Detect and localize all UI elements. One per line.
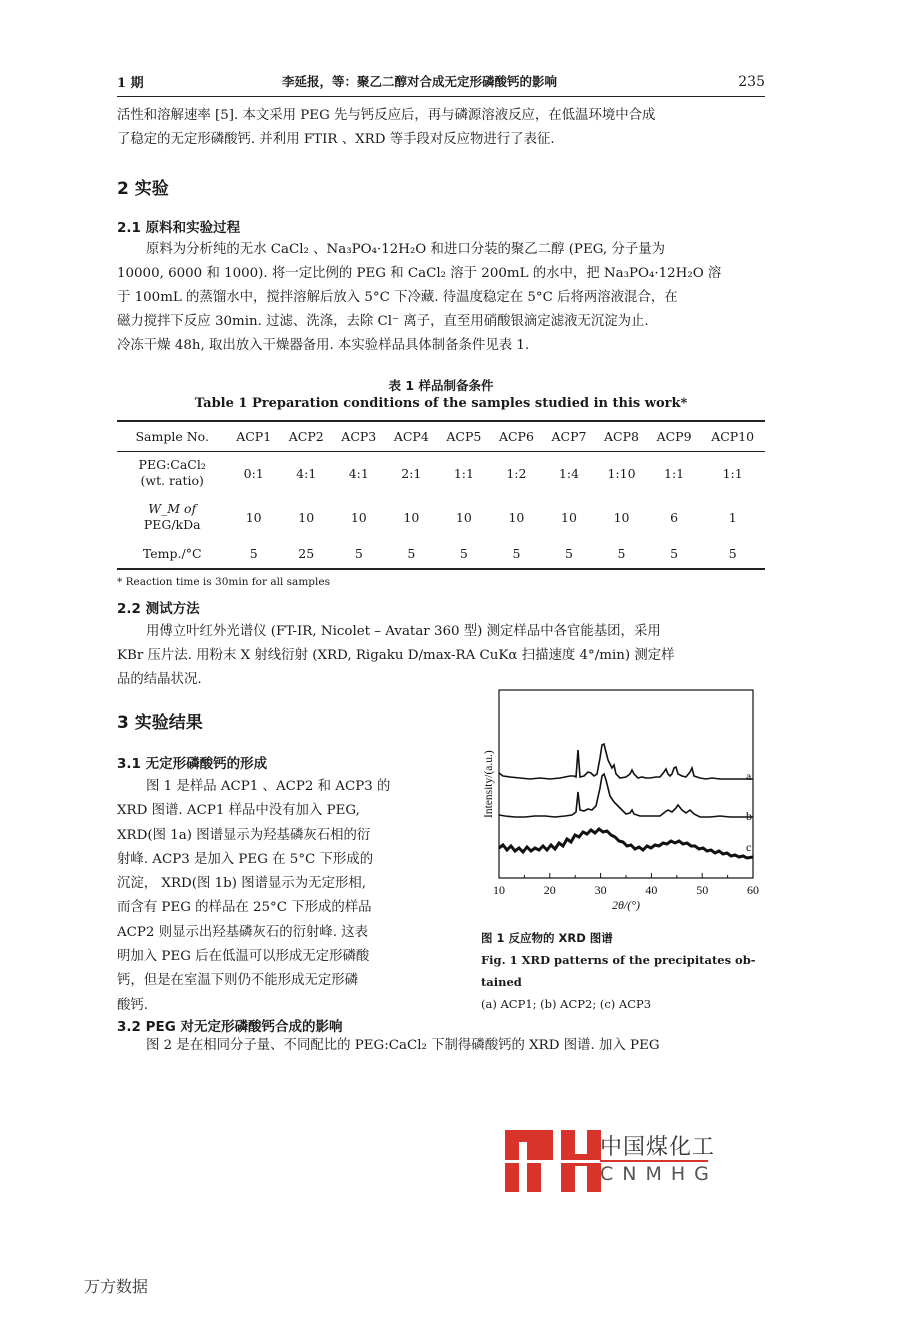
text-line: 磁力搅拌下反应 30min. 过滤、洗涤，去除 Cl⁻ 离子，直至用硝酸银滴定滤液无沉淀为止. <box>117 314 649 329</box>
x-tick-label: 50 <box>696 883 709 897</box>
preparation-conditions-table <box>117 420 765 570</box>
header-rule <box>117 96 765 97</box>
wanfang-watermark: 万方数据 <box>84 1277 149 1296</box>
column-header: ACP7 <box>551 428 587 444</box>
logo-divider <box>600 1160 708 1162</box>
table-cell: 5 <box>354 546 363 561</box>
subsection-heading-methods: 2.2 测试方法 <box>117 601 200 617</box>
subsection-heading-acp-formation: 3.1 无定形磷酸钙的形成 <box>117 756 268 772</box>
table-cell: 1:1 <box>453 465 474 481</box>
acp-formation-paragraph <box>117 775 417 1018</box>
table-row-molecular-weight <box>117 495 765 539</box>
table-cell: 5 <box>565 546 573 561</box>
text-line: XRD 图谱. ACP1 样品中没有加入 PEG, <box>117 803 360 819</box>
text-line: 沉淀， XRD(图 1b) 图谱显示为无定形相, <box>117 876 366 892</box>
table-cell: 10 <box>245 509 262 525</box>
running-title: 李延报，等：聚乙二醇对合成无定形磷酸钙的影响 <box>282 74 558 89</box>
table-cell: 5 <box>407 546 416 561</box>
column-header: ACP4 <box>393 428 429 444</box>
text-line: 酸钙. <box>117 997 149 1013</box>
table-cell: 1:2 <box>506 465 527 481</box>
figure-caption-en-line2: tained <box>481 975 522 989</box>
column-header: ACP2 <box>288 428 324 444</box>
curve-label-c: c <box>746 840 752 854</box>
text-line: XRD(图 1a) 图谱显示为羟基磷灰石相的衍 <box>117 827 371 843</box>
peg-effect-paragraph <box>117 1034 765 1058</box>
table-cell: 1:10 <box>607 465 636 481</box>
table-cell: 10 <box>298 509 315 525</box>
text-line: 射峰. ACP3 是加入 PEG 在 5°C 下形成的 <box>117 851 374 867</box>
text-line: 钙，但是在室温下则仍不能形成无定形磷 <box>117 973 359 989</box>
table-cell: 0:1 <box>243 465 264 481</box>
text-line: 于 100mL 的蒸馏水中，搅拌溶解后放入 5°C 下冷藏. 待温度稳定在 5°C 后将两溶液混合，在 <box>117 290 678 305</box>
x-tick-label: 40 <box>645 883 658 897</box>
column-header: ACP6 <box>498 428 534 444</box>
text-line: 图 1 是样品 ACP1 、ACP2 和 ACP3 的 <box>146 779 391 794</box>
table-cell: 10 <box>403 509 420 525</box>
curve-label-b: b <box>746 809 752 823</box>
table-cell: 6 <box>670 509 679 525</box>
curve-label-a: a <box>746 769 752 783</box>
table-cell: 10 <box>508 509 525 525</box>
table-cell: 1:1 <box>664 465 685 481</box>
subsection-heading-materials: 2.1 原料和实验过程 <box>117 220 241 236</box>
logo-text-en: CNMHG <box>600 1163 718 1185</box>
x-tick-label: 60 <box>747 883 759 897</box>
xrd-chart-svg <box>470 688 770 920</box>
table-cell: 5 <box>459 546 468 561</box>
text-line: 用傅立叶红外光谱仪 (FT-IR, Nicolet – Avatar 360 型) 测定样品中各官能基团，采用 <box>146 624 661 639</box>
text-line: 10000, 6000 和 1000). 将一定比例的 PEG 和 CaCl₂ 溶于 200mL 的水中，把 Na₃PO₄·12H₂O 溶 <box>117 266 722 281</box>
text-line: 品的结晶状况. <box>117 672 202 687</box>
row-header-line: (wt. ratio) <box>140 473 204 489</box>
column-header: ACP8 <box>604 428 639 444</box>
figure-caption-en-line1: Fig. 1 XRD patterns of the precipitates ob- <box>481 953 756 967</box>
section-heading-results: 3 实验结果 <box>117 713 203 733</box>
xrd-curve-a <box>499 744 753 779</box>
intro-paragraph <box>117 104 765 152</box>
table-cell: 5 <box>512 546 521 561</box>
text-line: 冷冻干燥 48h, 取出放入干燥器备用. 本实验样品具体制备条件见表 1. <box>117 338 530 353</box>
x-tick-label: 20 <box>543 883 556 897</box>
table-cell: 25 <box>298 546 315 561</box>
table-cell: 1:4 <box>558 465 580 481</box>
text-line: ACP2 则显示出羟基磷灰石的衍射峰. 这表 <box>117 924 369 940</box>
row-header <box>117 495 227 539</box>
text-line: 原料为分析纯的无水 CaCl₂ 、Na₃PO₄·12H₂O 和进口分装的聚乙二醇 (PEG, 分子量为 <box>146 242 666 257</box>
materials-paragraph <box>117 238 765 358</box>
table-cell: 5 <box>670 546 679 561</box>
column-header: ACP9 <box>656 428 692 444</box>
xrd-curve-c <box>499 829 753 858</box>
table-cell: 1 <box>728 509 737 525</box>
methods-paragraph <box>117 620 765 692</box>
x-tick-label: 30 <box>594 883 607 897</box>
text-line: 图 2 是在相同分子量、不同配比的 PEG:CaCl₂ 下制得磷酸钙的 XRD 图谱. 加入 PEG <box>146 1038 660 1053</box>
table-caption-en: Table 1 Preparation conditions of the samples studied in this work* <box>194 396 688 411</box>
page-number: 235 <box>738 74 765 90</box>
text-line: 活性和溶解速率 [5]. 本文采用 PEG 先与钙反应后，再与磷源溶液反应，在低温环境中合成 <box>117 108 656 123</box>
table-cell: 10 <box>561 509 577 525</box>
table-cell: 5 <box>728 546 737 561</box>
row-header-line: PEG/kDa <box>143 517 201 532</box>
figure-caption-zh: 图 1 反应物的 XRD 图谱 <box>481 931 613 945</box>
table-cell: 4:1 <box>348 465 369 481</box>
x-tick-labels <box>493 883 759 897</box>
table-row-ratio <box>117 451 765 495</box>
table-header-row <box>117 421 765 451</box>
row-header: Temp./°C <box>142 546 202 561</box>
logo-text-zh: 中国煤化工 <box>600 1135 716 1160</box>
column-header: ACP5 <box>446 428 482 444</box>
column-header: ACP10 <box>711 428 755 444</box>
text-line: 了稳定的无定形磷酸钙. 并利用 FTIR 、XRD 等手段对反应物进行了表征. <box>117 132 555 147</box>
text-line: 明加入 PEG 后在低温可以形成无定形磷酸 <box>117 949 370 965</box>
column-header: ACP3 <box>341 428 377 444</box>
row-header <box>117 451 227 495</box>
issue-label: 1 期 <box>117 76 144 91</box>
row-header-line: PEG:CaCl₂ <box>138 457 206 473</box>
running-header <box>117 72 765 94</box>
section-heading-experiment: 2 实验 <box>117 179 169 199</box>
x-ticks <box>499 873 753 878</box>
table-cell: 5 <box>249 546 258 561</box>
table-cell: 10 <box>350 509 367 525</box>
row-header-line: W_M of <box>148 501 197 516</box>
table-footnote: * Reaction time is 30min for all samples <box>117 576 330 588</box>
table-row-temperature <box>117 539 765 569</box>
figure-caption-legend: (a) ACP1; (b) ACP2; (c) ACP3 <box>481 997 652 1011</box>
subsection-heading-peg-effect: 3.2 PEG 对无定形磷酸钙合成的影响 <box>117 1019 343 1035</box>
x-axis-label: 2θ/(°) <box>611 898 641 912</box>
x-tick-label: 10 <box>493 883 505 897</box>
table-cell: 4:1 <box>296 465 317 481</box>
y-axis-label: Intensity/(a.u.) <box>483 750 495 818</box>
table-cell: 2:1 <box>401 465 422 481</box>
column-header: Sample No. <box>135 428 209 444</box>
text-line: 而含有 PEG 的样品在 25°C 下形成的样品 <box>117 900 372 916</box>
table-cell: 5 <box>617 546 626 561</box>
table-cell: 10 <box>613 509 630 525</box>
table-cell: 10 <box>455 509 472 525</box>
column-header: ACP1 <box>236 428 272 444</box>
text-line: KBr 压片法. 用粉末 X 射线衍射 (XRD, Rigaku D/max-RA CuKα 扫描速度 4°/min) 测定样 <box>117 648 675 663</box>
table-cell: 1:1 <box>722 465 743 481</box>
xrd-curve-b <box>499 774 753 817</box>
xrd-chart <box>470 688 770 920</box>
table-caption-zh: 表 1 样品制备条件 <box>388 378 494 393</box>
